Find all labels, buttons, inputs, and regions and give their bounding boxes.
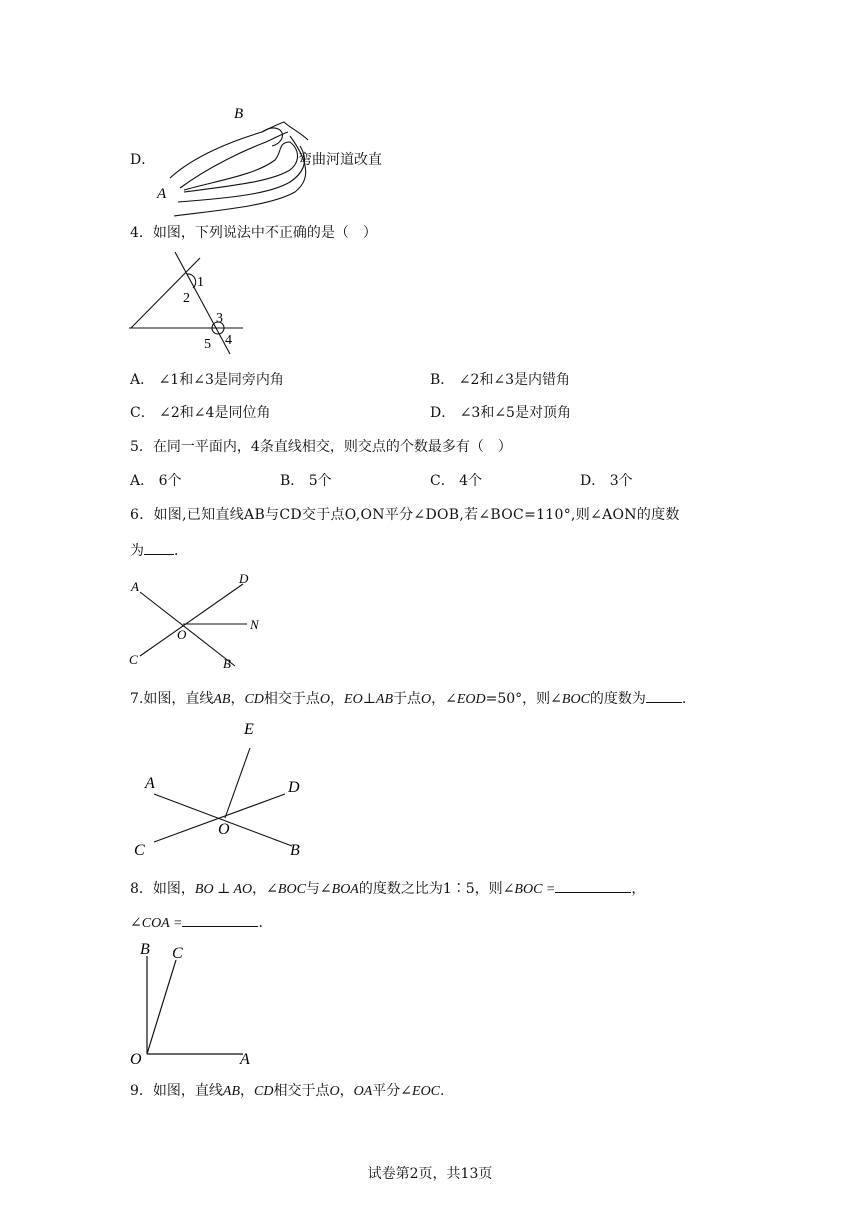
- q6-stem-line1: 6．如图,已知直线AB与CD交于点O,ON平分∠DOB,若∠BOC=110°,则∠AON的度数: [130, 507, 680, 523]
- q5-stem: 5．在同一平面内，4条直线相交，则交点的个数最多有（ ）: [130, 439, 512, 455]
- q5-option-b-text: 5个: [308, 473, 332, 489]
- q7-line-ab: AB: [213, 692, 231, 707]
- q7-line-ab-2: AB: [375, 692, 393, 707]
- q6-stem-line2: [130, 542, 178, 558]
- q4-fig-label-1: 1: [197, 275, 204, 290]
- q8-text-3: 与: [305, 881, 320, 897]
- q9-text-end: .: [440, 1083, 445, 1099]
- q6-stem-prefix: 为: [130, 543, 144, 559]
- q4-option-d-text: ∠3和∠5是对顶角: [459, 405, 571, 421]
- q8-figure: [128, 940, 263, 1070]
- q7-angle-eod: EOD: [456, 692, 486, 707]
- q9-point-o: O: [329, 1084, 340, 1099]
- q8-answer-blank-2[interactable]: [182, 914, 258, 927]
- q3-fig-label-b: B: [234, 106, 244, 122]
- q6-fig-label-n: N: [250, 617, 259, 632]
- q7-fig-label-a: A: [145, 775, 155, 792]
- q8-text-4: 的度数之比为: [358, 881, 443, 897]
- q7-figure: [130, 716, 330, 861]
- q8-fig-label-c: C: [172, 945, 183, 962]
- q5-option-d-text: 3个: [609, 473, 633, 489]
- q8-fig-label-b: B: [140, 941, 150, 958]
- q4-option-a: [130, 373, 284, 387]
- q5-option-a-key: A．: [130, 473, 155, 489]
- q9-text-4: ，: [339, 1083, 354, 1099]
- q8-angle-boa: ∠BOA: [319, 882, 359, 897]
- q9-ray-oa: OA: [353, 1084, 373, 1099]
- q4-fig-label-2: 2: [183, 291, 190, 306]
- q7-fig-label-o: O: [218, 821, 230, 838]
- q8-text-5: ，则: [474, 881, 503, 897]
- q7-text-8: =50°，则∠: [485, 691, 562, 707]
- q8-bo-perp-ao: BO ⊥ AO: [194, 882, 253, 897]
- q6-fig-label-c: C: [129, 652, 138, 667]
- q6-fig-label-d: D: [239, 571, 249, 586]
- q8-angle-boc-eq: ∠BOC =: [502, 882, 556, 897]
- q7-text-2: ，: [230, 691, 245, 707]
- q8-angle-coa-eq: ∠COA =: [130, 916, 183, 931]
- q7-line-cd: CD: [244, 692, 264, 707]
- q3-option-d-caption: 弯曲河道改直: [298, 152, 382, 168]
- q4-option-c-text: ∠2和∠4是同位角: [159, 405, 271, 421]
- q5-option-d: [580, 474, 633, 488]
- q4-option-b-key: B．: [430, 372, 455, 388]
- q4-option-d: [430, 406, 571, 420]
- q7-fig-label-e: E: [244, 721, 254, 738]
- q9-stem: [130, 1084, 444, 1099]
- q4-option-b: [430, 373, 570, 387]
- q5-option-b: [280, 474, 332, 488]
- q9-angle-eoc: ∠EOC: [400, 1084, 441, 1099]
- q6-stem-suffix: .: [174, 543, 179, 559]
- q8-stem-line1: [130, 880, 645, 897]
- q9-text-2: ，: [240, 1083, 255, 1099]
- q7-text-7: ，∠: [431, 691, 457, 707]
- q4-option-c-key: C．: [130, 405, 155, 421]
- q4-option-c: [130, 406, 270, 420]
- q3-fig-label-a: A: [157, 186, 167, 202]
- q7-text-4: ，: [330, 691, 345, 707]
- q4-fig-label-3: 3: [216, 311, 223, 326]
- q7-text-1: 7.如图，直线: [130, 691, 214, 707]
- q8-fig-label-a: A: [240, 1051, 250, 1068]
- q7-fig-label-c: C: [134, 842, 145, 859]
- q6-figure: [125, 568, 275, 671]
- q7-stem: [130, 690, 686, 707]
- q5-option-a-text: 6个: [158, 473, 182, 489]
- q9-text-1: 9．如图，直线: [130, 1083, 223, 1099]
- q9-line-cd: CD: [254, 1084, 274, 1099]
- q5-option-d-key: D．: [580, 473, 606, 489]
- q6-fig-label-o: O: [177, 627, 187, 642]
- q8-stem-line2: [130, 914, 263, 931]
- q8-text-1: 8．如图，: [130, 881, 195, 897]
- q5-option-c: [430, 474, 482, 488]
- q7-perp-sign: ⊥: [362, 691, 376, 707]
- q7-line-eo: EO: [344, 692, 363, 707]
- q8-angle-boc: ∠BOC: [266, 882, 306, 897]
- page-footer: 试卷第2页，共13页: [367, 1166, 493, 1182]
- q7-text-3: 相交于点: [263, 691, 320, 707]
- q5-option-c-key: C．: [430, 473, 455, 489]
- q7-fig-label-d: D: [288, 779, 300, 796]
- q8-ratio: 1∶5: [442, 881, 475, 897]
- q7-text-9: 的度数为: [589, 691, 646, 707]
- q5-option-c-text: 4个: [459, 473, 483, 489]
- q7-text-end: .: [681, 691, 687, 707]
- q9-text-5: 平分: [372, 1083, 401, 1099]
- q4-stem: 4．如图，下列说法中不正确的是（ ）: [130, 225, 377, 241]
- q5-option-b-key: B．: [280, 473, 305, 489]
- q5-option-a: [130, 474, 182, 488]
- q7-point-o: O: [319, 692, 331, 707]
- q7-answer-blank[interactable]: [646, 690, 682, 703]
- q4-option-b-text: ∠2和∠3是内错角: [458, 372, 571, 388]
- q4-figure: [125, 250, 255, 360]
- q6-fig-label-a: A: [131, 579, 139, 594]
- q9-text-3: 相交于点: [273, 1083, 330, 1099]
- q8-answer-blank-1[interactable]: [555, 880, 631, 893]
- q4-fig-label-5: 5: [204, 337, 211, 352]
- q4-option-a-text: ∠1和∠3是同旁内角: [158, 372, 284, 388]
- q8-fig-label-o: O: [130, 1051, 142, 1068]
- q4-option-d-key: D．: [430, 405, 456, 421]
- q3-river-figure: [150, 100, 310, 220]
- q7-text-6: 于点: [393, 691, 421, 707]
- q4-fig-label-4: 4: [225, 333, 232, 348]
- q3-option-d-label: D．: [130, 152, 156, 168]
- q9-line-ab: AB: [222, 1084, 241, 1099]
- q6-fig-label-b: B: [223, 656, 231, 671]
- q7-angle-boc: BOC: [561, 692, 590, 707]
- q8-text-2: ，: [252, 881, 267, 897]
- q6-answer-blank[interactable]: [144, 542, 174, 555]
- q8-comma: ，: [631, 881, 646, 897]
- q4-option-a-key: A．: [130, 372, 155, 388]
- q8-text-end: .: [258, 915, 263, 931]
- q7-fig-label-b: B: [290, 842, 300, 859]
- q7-point-o-2: O: [421, 692, 432, 707]
